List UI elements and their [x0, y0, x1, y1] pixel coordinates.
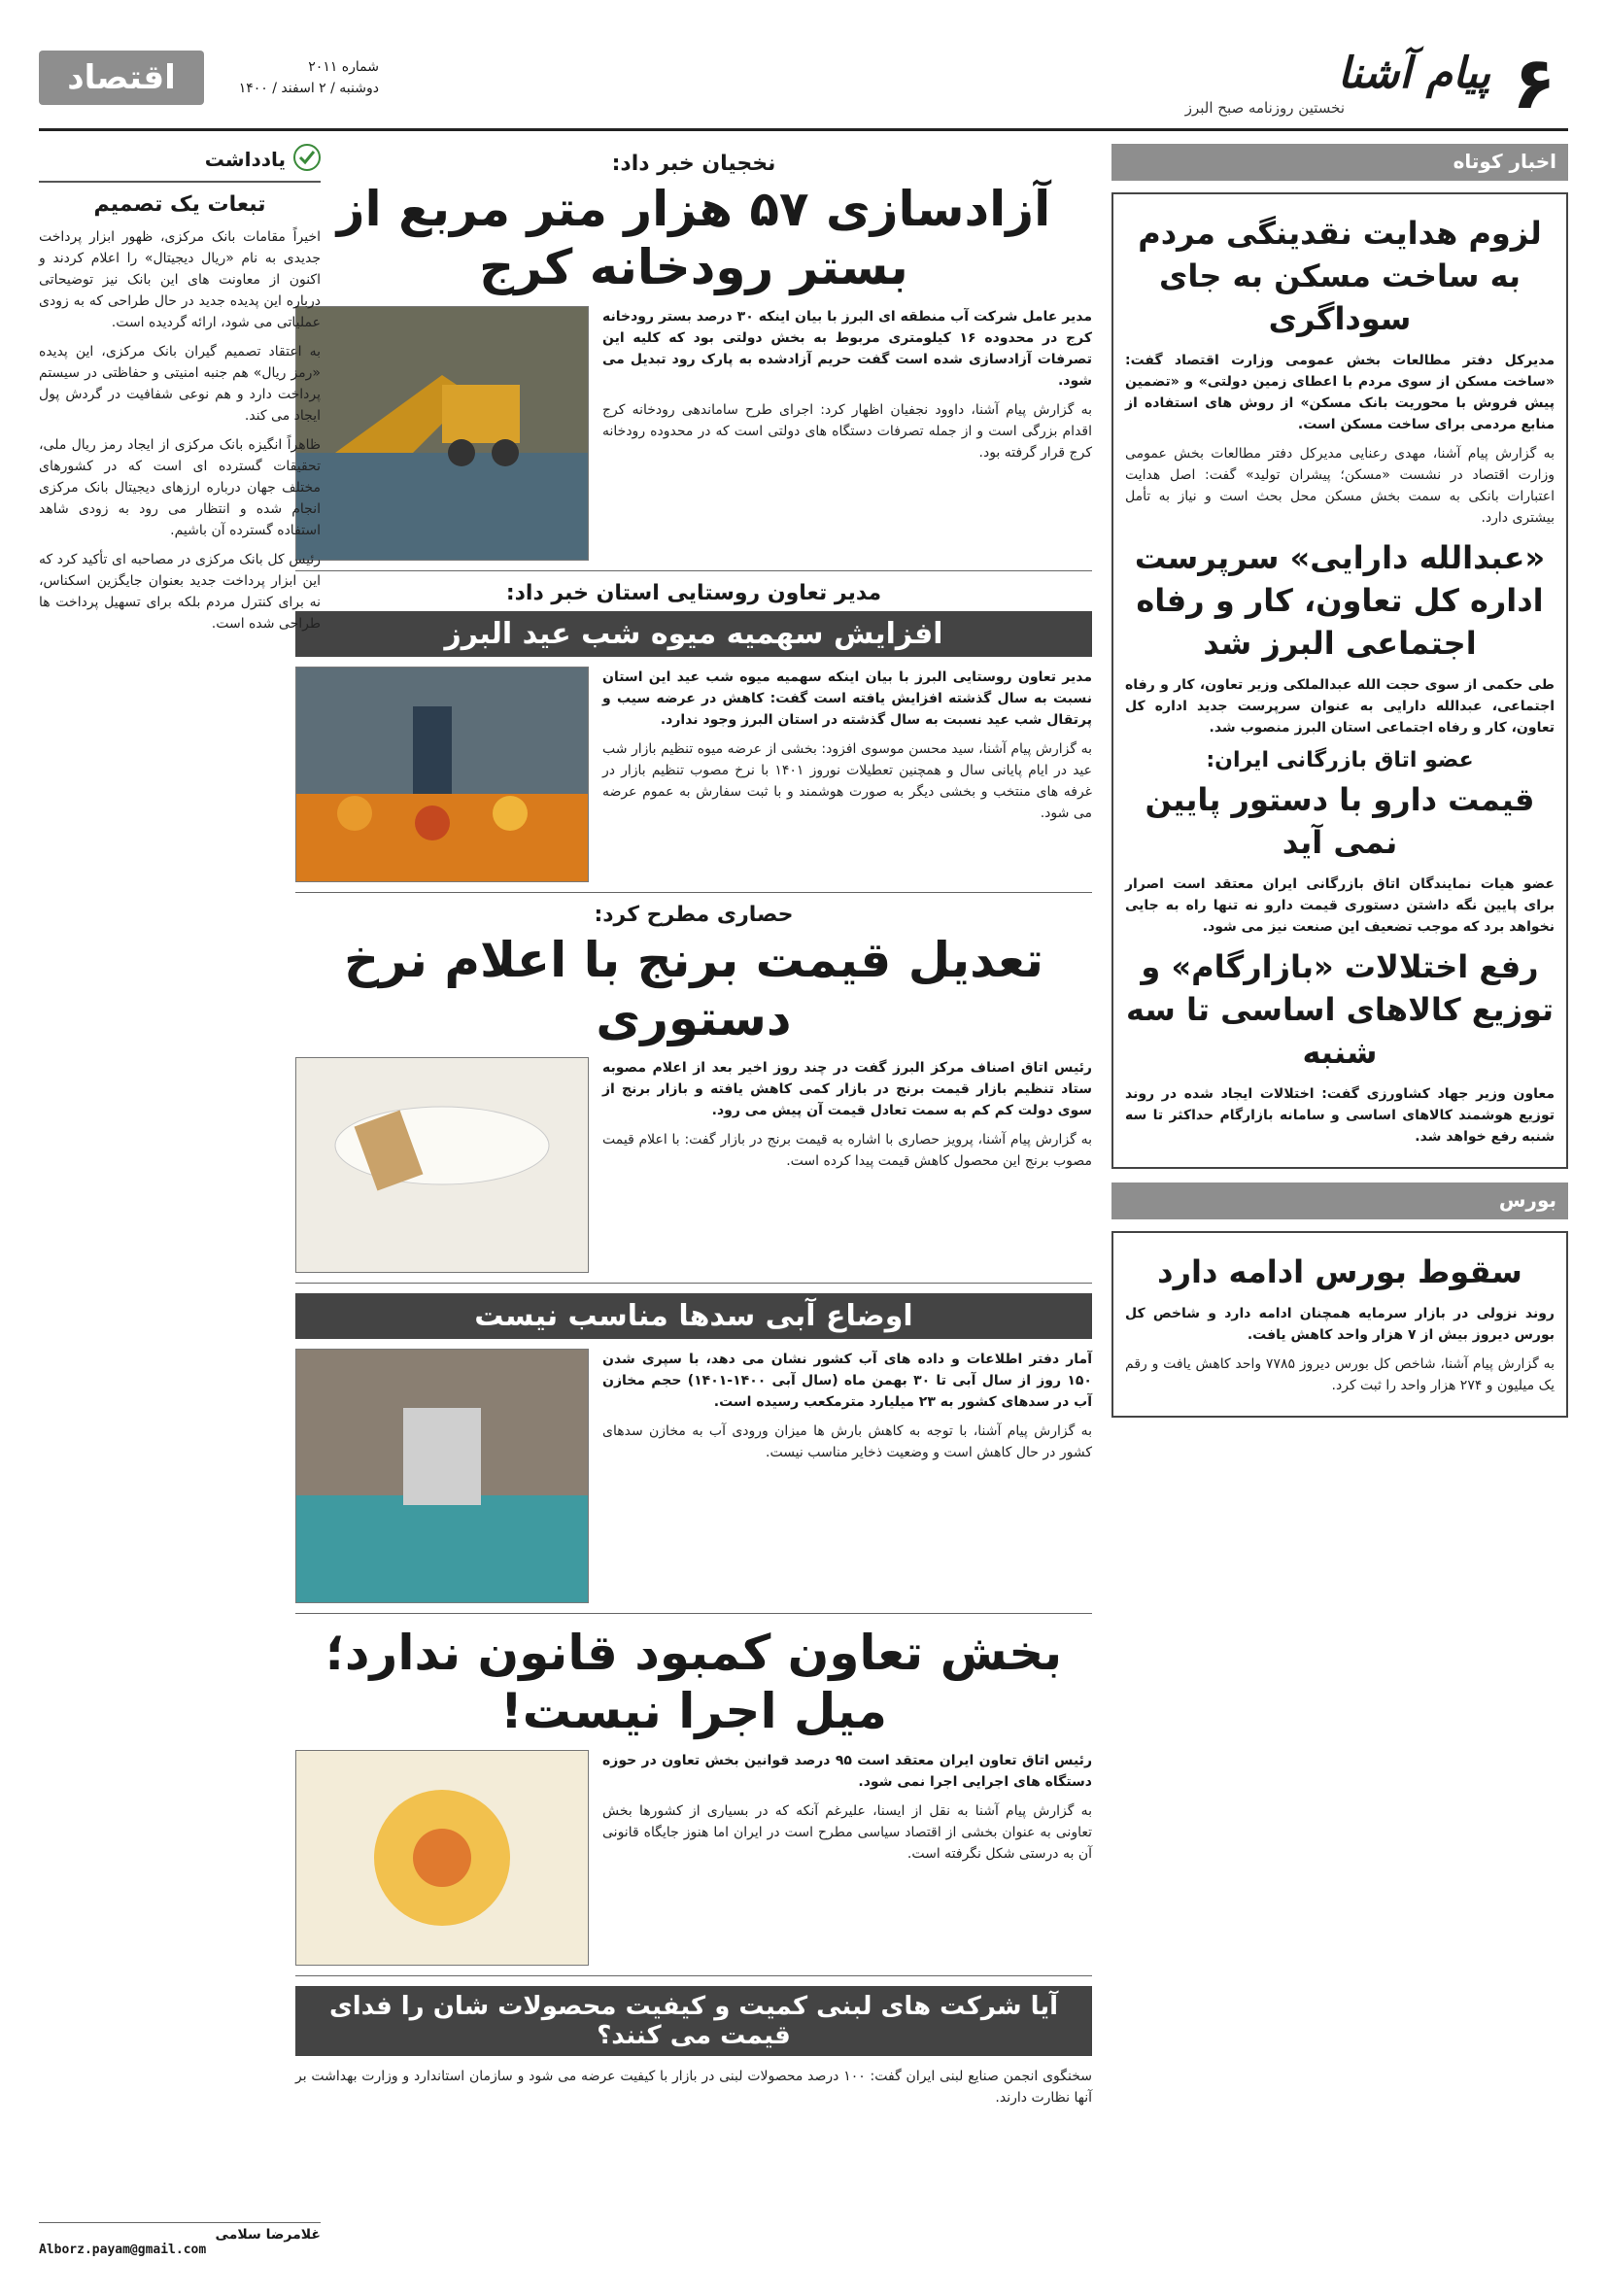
article-dams [295, 1293, 1092, 1614]
article6-title: آیا شرکت های لبنی کمیت و کیفیت محصولات شان را فدای قیمت می کنند؟ [295, 1986, 1092, 2056]
article4-body: به گزارش پیام آشنا، با توجه به کاهش بارش ها میزان ورودی آب به مخازن سدهای کشور در حال کاهش است و وضعیت ذخایر مناسب نیست. [602, 1423, 1092, 1460]
article5-lead: رئیس اتاق تعاون ایران معتقد است ۹۵ درصد قوانین بخش تعاون در حوزه دستگاه های اجرایی اجرا نمی شود. [602, 1753, 1092, 1790]
article5-body: به گزارش پیام آشنا به نقل از ایسنا، علیرغم آنکه که در بسیاری از کشورها بخش تعاونی به عنوان بخشی از اقتصاد سیاسی مطرح است در ایران اما هنوز جایگاه قانونی آن به درستی شکل نگرفته است. [602, 1803, 1092, 1862]
fruit-market-photo [295, 667, 589, 882]
article-cooperative [295, 1624, 1092, 1976]
opinion-body-4: رئیس کل بانک مرکزی در مصاحبه ای تأکید کرد که این ابزار پرداخت جدید بعنوان جایگزین اسکناس، نه برای کنترل مردم بلکه برای تسهیل پرداخت ها طراحی شده است. [39, 552, 321, 632]
opinion-body-3: ظاهراً انگیزه بانک مرکزی از ایجاد رمز ریال ملی، تحقیقات گسترده ای است که در کشورهای مختلف جهان درباره ارزهای دیجیتال بانک مرکزی انجام شده و انتظار می رود به زودی شاهد استفاده گسترده آن باشیم. [39, 437, 321, 538]
news2-lead: طی حکمی از سوی حجت الله عبدالملکی وزیر تعاون، کار و رفاه اجتماعی، عبدالله دارایی به عنوان سرپرست جدید اداره کل تعاون، کار و رفاه اجتماعی استان البرز منصوب شد. [1125, 677, 1555, 736]
news4-title: رفع اختلالات «بازارگام» و توزیع کالاهای اساسی تا سه شنبه [1125, 948, 1555, 1071]
opinion-body-2: به اعتقاد تصمیم گیران بانک مرکزی، این پدیده «رمز ریال» هم جنبه امنیتی و حفاظتی در سیستم پرداخت دارد و هم نوعی شفافیت در گردش پول ایجاد می کند. [39, 344, 321, 424]
article3-kicker: حصاری مطرح کرد: [594, 903, 794, 927]
bourse-body: به گزارش پیام آشنا، شاخص کل بورس دیروز ۷۷۸۵ واحد کاهش یافت و رقم یک میلیون و ۲۷۴ هزار واحد را ثبت کرد. [1125, 1356, 1555, 1393]
article-dairy [295, 1986, 1092, 2126]
article5-title: بخش تعاون کمبود قانون ندارد؛ میل اجرا نیست! [325, 1625, 1063, 1739]
article2-title: افزایش سهمیه میوه شب عید البرز [295, 611, 1092, 657]
article2-kicker: مدیر تعاون روستایی استان خبر داد: [505, 581, 882, 605]
bourse-lead: روند نزولی در بازار سرمایه همچنان ادامه دارد و شاخص کل بورس دیروز بیش از ۷ هزار واحد کاهش یافت. [1125, 1306, 1555, 1343]
rice-sacks-photo [295, 1057, 589, 1273]
article-fruit-quota [295, 581, 1092, 893]
article3-body: به گزارش پیام آشنا، پرویز حصاری با اشاره به قیمت برنج در بازار گفت: با اعلام قیمت مصوب برنج این محصول کاهش قیمت پیدا کرده است. [602, 1132, 1092, 1169]
section-title: اقتصاد [39, 51, 204, 105]
news3-lead: عضو هیات نمایندگان اتاق بازرگانی ایران معتقد است اصرار برای پایین نگه داشتن دستوری قیمت دارو نه تنها راه به جایی نخواهد برد که موجب تضعیف این صنعت نیز می شود. [1125, 876, 1555, 935]
article1-kicker: نخجیان خبر داد: [611, 152, 776, 176]
newspaper-logo: پیام آشنا [1337, 49, 1490, 98]
news1-title: لزوم هدایت نقدینگی مردم به ساخت مسکن به جای سوداگری [1138, 215, 1542, 337]
newspaper-tagline: نخستین روزنامه صبح البرز [1184, 99, 1345, 117]
author-name: غلامرضا سلامی [215, 2227, 321, 2243]
news3-kicker: عضو اتاق بازرگانی ایران: [1206, 748, 1474, 772]
issue-date: دوشنبه / ۲ اسفند / ۱۴۰۰ [238, 81, 379, 96]
bourse-title: سقوط بورس ادامه دارد [1157, 1253, 1522, 1290]
dam-photo [295, 1349, 589, 1603]
article4-lead: آمار دفتر اطلاعات و داده های آب کشور نشان می دهد، با سپری شدن ۱۵۰ روز از سال آبی تا ۳۰ بهمن ماه (سال آبی ۱۴۰۰-۱۴۰۱) حجم مخازن آب در سدهای کشور به ۲۳ میلیارد مترمکعب رسیده است. [602, 1352, 1092, 1410]
news1-body: به گزارش پیام آشنا، مهدی رعنایی مدیرکل دفتر مطالعات بخش عمومی وزارت اقتصاد در نشست «مسکن؛ پیشران تولید» گفت: اصل هدایت اعتبارات بانکی به سمت بخش مسکن محل بحث است و نیاز به تأمل بیشتری دارد. [1125, 446, 1555, 526]
opinion-label: یادداشت [204, 148, 286, 171]
article4-title: اوضاع آبی سدها مناسب نیست [295, 1293, 1092, 1339]
check-icon [293, 144, 321, 175]
news2-title: «عبدالله دارایی» سرپرست اداره کل تعاون، کار و رفاه اجتماعی البرز شد [1134, 539, 1546, 662]
news3-title: قیمت دارو با دستور پایین نمی آید [1145, 781, 1535, 861]
issue-info [223, 56, 379, 99]
short-news-label: اخبار کوتاه [1111, 144, 1568, 181]
opinion-author-block [39, 2222, 321, 2257]
article-karaj-river [295, 152, 1092, 571]
article3-title: تعدیل قیمت برنج با اعلام نرخ دستوری [344, 932, 1043, 1046]
article1-body: به گزارش پیام آشنا، داوود نجفیان اظهار کرد: اجرای طرح ساماندهی رودخانه کرج اقدام بزرگی است و از جمله تصرفات دستگاه های دولتی است که در محدوده رودخانه کرج قرار گرفته بود. [602, 402, 1092, 461]
short-news-column [1111, 144, 1568, 2257]
excavator-photo [295, 306, 589, 561]
article-rice-price [295, 903, 1092, 1284]
issue-number: شماره ۲۰۱۱ [308, 59, 379, 75]
cooperative-hands-illustration [295, 1750, 589, 1966]
short-news-box [1111, 192, 1568, 1169]
page-number: ۶ [1512, 42, 1556, 125]
news4-lead: معاون وزیر جهاد کشاورزی گفت: اختلالات ایجاد شده در روند توزیع هوشمند کالاهای اساسی و سامانه بازارگام حداکثر تا سه شنبه رفع خواهد شد. [1125, 1086, 1555, 1145]
bourse-box [1111, 1231, 1568, 1418]
article1-title: آزادسازی ۵۷ هزار متر مربع از بستر رودخانه کرج [336, 181, 1051, 295]
bourse-label: بورس [1111, 1182, 1568, 1219]
article6-body: سخنگوی انجمن صنایع لبنی ایران گفت: ۱۰۰ درصد محصولات لبنی در بازار با کیفیت عرضه می شود و سازمان استاندارد و وزارت بهداشت بر آنها نظارت دارند. [295, 2069, 1092, 2106]
article2-lead: مدیر تعاون روستایی البرز با بیان اینکه سهمیه میوه شب عید این استان نسبت به سال گذشته افزایش یافته است گفت: کاهش در عرضه سیب و پرتقال شب عید نسبت به سال گذشته در استان البرز وجود ندارد. [602, 669, 1092, 728]
opinion-title: تبعات یک تصمیم [93, 192, 266, 217]
opinion-header [39, 144, 321, 183]
author-email[interactable]: Alborz.payam@gmail.com [39, 2243, 207, 2257]
main-articles-column [295, 144, 1092, 2257]
article1-lead: مدیر عامل شرکت آب منطقه ای البرز با بیان اینکه ۳۰ درصد بستر رودخانه کرج در محدوده ۱۶ کیلومتری مربوط به بخش دولتی بود که کلیه این تصرفات آزادسازی شده است گفت حریم آزادشده به پارک رود تبدیل می شود. [602, 309, 1092, 389]
opinion-body-1: اخیراً مقامات بانک مرکزی، ظهور ابزار پرداخت جدیدی به نام «ریال دیجیتال» را اعلام کردند و اکنون از معاونت های این بانک نیز توضیحاتی درباره این پدیده جدید در حال طراحی که به زودی عملیاتی می شود، ارائه گردیده است. [39, 229, 321, 330]
article2-body: به گزارش پیام آشنا، سید محسن موسوی افزود: بخشی از عرضه میوه تنظیم بازار شب عید در ایام پایانی سال و همچنین تعطیلات نوروز ۱۴۰۱ با نرخ مصوب تنظیم بازار در غرفه های منتخب و بخشی دیگر به صورت هوشمند و با ثبت سفارش به عموم عرضه می شود. [602, 741, 1093, 821]
masthead [39, 39, 1568, 131]
opinion-column [39, 144, 321, 2257]
article3-lead: رئیس اتاق اصناف مرکز البرز گفت در چند روز اخیر بعد از اعلام مصوبه ستاد تنظیم بازار قیمت برنج در بازار کمی کاهش یافته و بازار برنج از سوی دولت کم کم به سمت تعادل قیمت آن پیش می رود. [602, 1060, 1092, 1118]
news1-lead: مدیرکل دفتر مطالعات بخش عمومی وزارت اقتصاد گفت: «ساخت مسکن از سوی مردم با اعطای زمین دولتی» و «تضمین پیش فروش با محوریت بانک مسکن» از روش های استفاده از منابع مردمی برای ساخت مسکن است. [1125, 353, 1555, 432]
